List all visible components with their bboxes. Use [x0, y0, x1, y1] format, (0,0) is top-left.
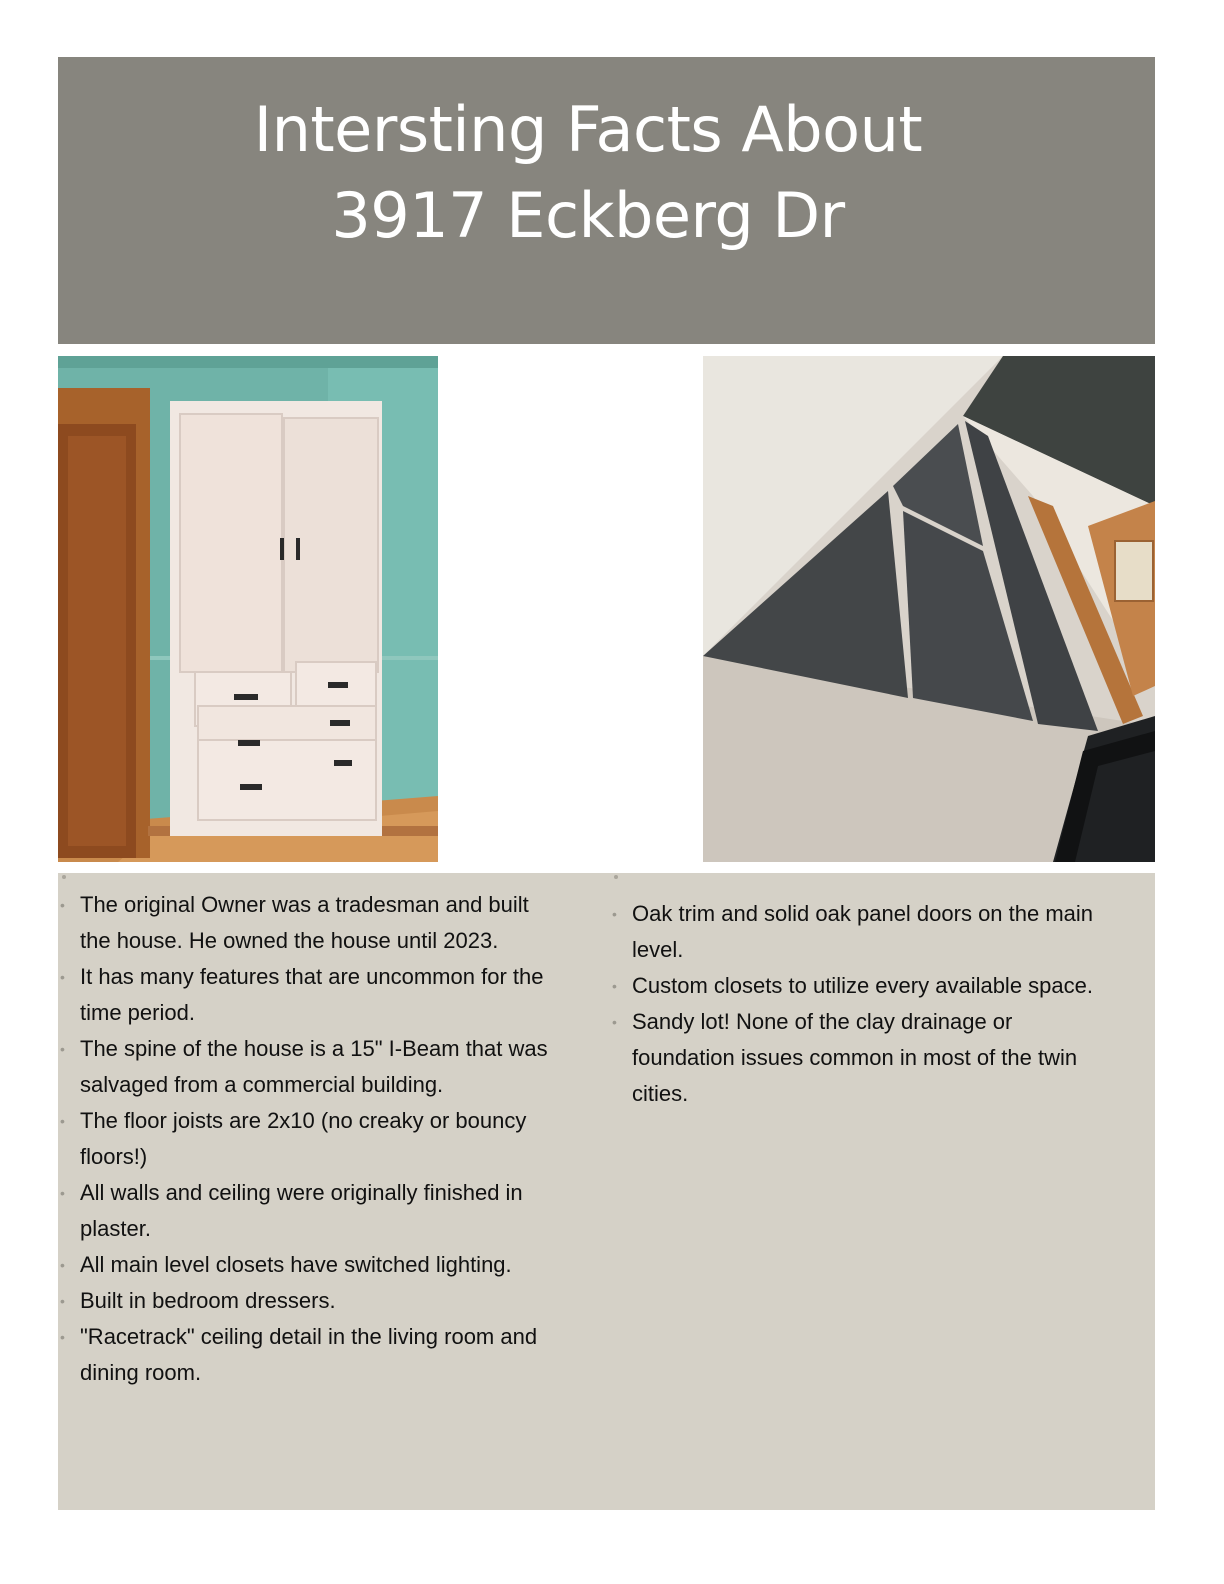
title-line-2: 3917 Eckberg Dr	[331, 179, 845, 252]
page-title	[58, 87, 1118, 259]
fact-item: • The original Owner was a tradesman and built the house. He owned the house until 2023.	[80, 887, 560, 959]
facts-left-column	[80, 887, 560, 1391]
fact-item: • Custom closets to utilize every available space.	[632, 968, 1102, 1004]
fact-item: • Sandy lot! None of the clay drainage or foundation issues common in most of the twin cities.	[632, 1004, 1102, 1112]
fact-item: • All main level closets have switched lighting.	[80, 1247, 560, 1283]
facts-panel	[58, 873, 1155, 1510]
fact-item: • Oak trim and solid oak panel doors on the main level.	[632, 896, 1102, 968]
stray-bullet	[62, 875, 66, 879]
fact-item: • The floor joists are 2x10 (no creaky or bouncy floors!)	[80, 1103, 560, 1175]
fact-item: • The spine of the house is a 15" I-Beam that was salvaged from a commercial building.	[80, 1031, 560, 1103]
built-in-dresser-photo	[58, 356, 438, 862]
fact-item: • Built in bedroom dressers.	[80, 1283, 560, 1319]
fact-item: • It has many features that are uncommon for the time period.	[80, 959, 560, 1031]
title-line-1: Intersting Facts About	[253, 93, 923, 166]
fact-item: • "Racetrack" ceiling detail in the living room and dining room.	[80, 1319, 560, 1391]
stray-bullet	[614, 875, 618, 879]
facts-right-column	[632, 896, 1102, 1112]
fact-item: • All walls and ceiling were originally finished in plaster.	[80, 1175, 560, 1247]
attic-closet-doors-photo	[703, 356, 1155, 862]
header-banner	[58, 57, 1155, 344]
